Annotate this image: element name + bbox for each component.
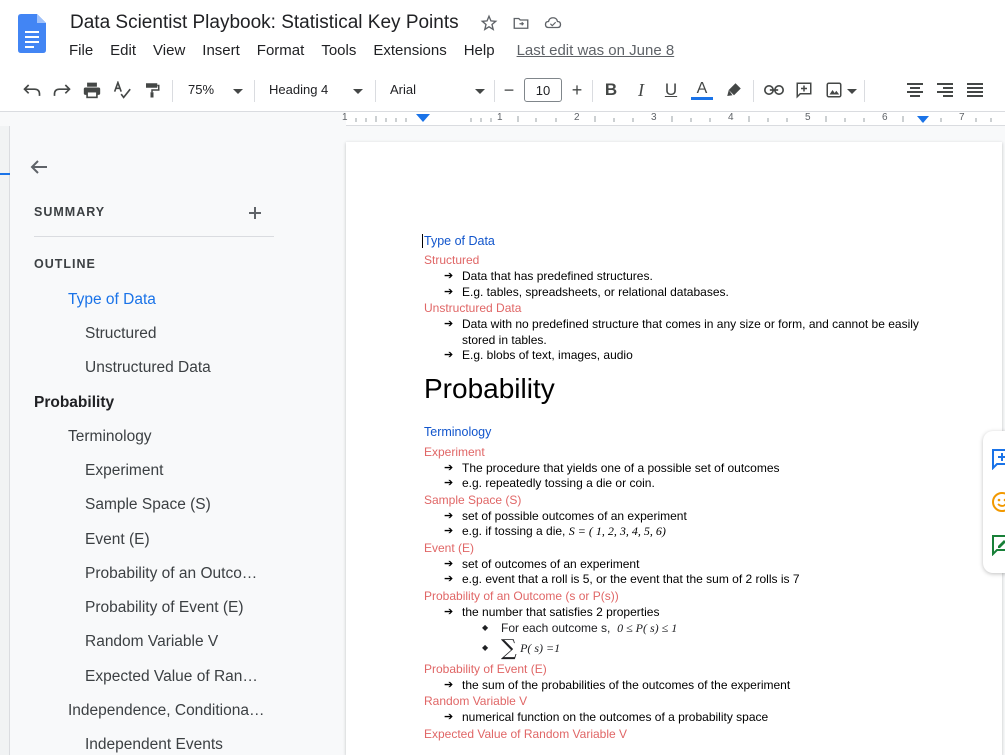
menu-insert[interactable]: Insert [202, 42, 240, 59]
outline-item-structured[interactable]: Structured [85, 325, 157, 342]
menu-view[interactable]: View [153, 42, 186, 59]
heading-sample-space[interactable]: Sample Space (S) [424, 492, 522, 507]
list-item[interactable]: ➔ numerical function on the outcomes of a probability space [424, 710, 924, 726]
sample-space-equation: S = ( 1, 2, 3, 4, 5, 6) [568, 524, 666, 538]
list-item[interactable]: ➔ set of possible outcomes of an experiment [424, 509, 924, 525]
increase-font-size-button[interactable]: + [571, 79, 583, 100]
undo-icon[interactable] [20, 78, 44, 102]
menu-tools[interactable]: Tools [321, 42, 357, 59]
document-body[interactable] [424, 234, 924, 743]
outline-item-terminology[interactable]: Terminology [68, 428, 152, 445]
document-page[interactable] [346, 142, 1002, 755]
underline-icon[interactable]: U [664, 80, 678, 99]
ruler-number: 5 [805, 112, 811, 123]
outline-item-sample-space[interactable]: Sample Space (S) [85, 496, 211, 513]
outline-item-independent-events[interactable]: Independent Events [85, 736, 223, 753]
ruler-number: 6 [882, 112, 888, 123]
back-arrow-icon[interactable] [29, 157, 49, 183]
heading-probability-of-event[interactable]: Probability of Event (E) [424, 661, 547, 676]
emoji-reaction-icon[interactable] [991, 491, 1005, 513]
decrease-font-size-button[interactable]: − [503, 79, 515, 100]
font-size-input[interactable]: 10 [524, 78, 562, 102]
outline-item-event[interactable]: Event (E) [85, 531, 150, 548]
add-comment-icon[interactable] [991, 448, 1005, 470]
star-icon[interactable] [478, 12, 500, 34]
ruler-number: 1 [497, 112, 503, 123]
align-center-icon[interactable] [903, 78, 927, 102]
divider [34, 236, 274, 237]
highlight-icon[interactable] [722, 78, 746, 102]
outline-item-probability-of-outcome[interactable]: Probability of an Outco… [85, 565, 258, 582]
probability-sum-equation: P( s) =1 [520, 641, 561, 655]
list-item[interactable] [424, 524, 924, 540]
outline-item-unstructured-data[interactable]: Unstructured Data [85, 359, 211, 376]
list-item[interactable]: ➔ Data with no predefined structure that comes in any size or form, and cannot be easily stored in tables. [424, 317, 924, 348]
probability-bound-equation: 0 ≤ P( s) ≤ 1 [617, 621, 678, 635]
insert-image-icon[interactable] [822, 78, 846, 102]
menu-edit[interactable]: Edit [110, 42, 137, 59]
zoom-select[interactable]: 75% [188, 82, 215, 97]
outline-item-expected-value[interactable]: Expected Value of Ran… [85, 668, 258, 685]
list-item-text: For each outcome s, [501, 621, 611, 635]
heading-expected-value[interactable]: Expected Value of Random Variable V [424, 726, 628, 741]
outline-item-probability-of-event[interactable]: Probability of Event (E) [85, 599, 244, 616]
ruler-number: 1 [342, 112, 348, 123]
sub-list-item[interactable] [424, 636, 924, 661]
italic-icon[interactable]: I [638, 79, 644, 100]
header [0, 0, 1005, 68]
vertical-ruler[interactable] [0, 126, 10, 755]
menu-file[interactable]: File [69, 42, 94, 59]
suggest-edits-icon[interactable] [991, 534, 1005, 556]
outline-item-experiment[interactable]: Experiment [85, 462, 164, 479]
sigma-symbol: ∑ [501, 635, 517, 661]
outline-item-independence[interactable]: Independence, Conditiona… [68, 702, 265, 719]
insert-link-icon[interactable] [762, 78, 786, 102]
paragraph-style-select[interactable]: Heading 4 [269, 82, 329, 97]
outline-item-random-variable[interactable]: Random Variable V [85, 633, 219, 650]
move-to-folder-icon[interactable] [510, 12, 532, 34]
image-dropdown-icon[interactable] [847, 89, 857, 94]
heading-random-variable[interactable]: Random Variable V [424, 694, 528, 709]
heading-experiment[interactable]: Experiment [424, 444, 485, 459]
font-dropdown-icon[interactable] [475, 89, 485, 94]
justify-icon[interactable] [963, 78, 987, 102]
toolbar [0, 68, 1005, 112]
text-color-icon[interactable]: A [690, 78, 714, 102]
ruler-number: 7 [959, 112, 965, 123]
outline-item-type-of-data[interactable]: Type of Data [68, 291, 156, 308]
cloud-saved-icon[interactable] [542, 12, 564, 34]
outline-heading: OUTLINE [34, 257, 96, 271]
redo-icon[interactable] [50, 78, 74, 102]
zoom-dropdown-icon[interactable] [233, 89, 243, 94]
list-item[interactable]: ➔ Data that has predefined structures. [424, 269, 924, 285]
add-summary-icon[interactable] [248, 200, 262, 226]
heading-type-of-data[interactable]: Type of Data [422, 234, 924, 248]
ruler-number: 2 [574, 112, 580, 123]
heading-event[interactable]: Event (E) [424, 540, 475, 555]
indent-marker-left [416, 114, 430, 122]
list-item-text: e.g. if tossing a die, [462, 524, 566, 538]
indent-marker-right [917, 116, 929, 123]
heading-terminology[interactable]: Terminology [424, 424, 492, 439]
menu-bar [69, 42, 674, 59]
heading-unstructured[interactable]: Unstructured Data [424, 301, 522, 315]
list-item[interactable]: ➔ the number that satisfies 2 properties [424, 605, 924, 621]
style-dropdown-icon[interactable] [353, 89, 363, 94]
list-item[interactable]: ➔ the sum of the probabilities of the outcomes of the experiment [424, 678, 924, 694]
list-item[interactable]: ➔ set of outcomes of an experiment [424, 557, 924, 573]
ruler-number: 4 [728, 112, 734, 123]
docs-logo-icon[interactable] [18, 14, 46, 53]
side-actions-panel [983, 431, 1005, 573]
list-item[interactable]: ➔ The procedure that yields one of a possible set of outcomes [424, 461, 924, 477]
heading-probability-of-outcome[interactable]: Probability of an Outcome (s or P(s)) [424, 588, 619, 603]
list-item[interactable]: ➔ e.g. repeatedly tossing a die or coin. [424, 476, 924, 492]
active-outline-marker [0, 173, 10, 175]
menu-extensions[interactable]: Extensions [373, 42, 447, 59]
add-comment-icon[interactable] [792, 78, 816, 102]
print-icon[interactable] [80, 78, 104, 102]
spellcheck-icon[interactable] [110, 78, 134, 102]
list-item[interactable]: ➔ E.g. blobs of text, images, audio [424, 348, 924, 364]
list-item[interactable]: ➔ E.g. tables, spreadsheets, or relational databases. [424, 285, 924, 301]
sub-list-item[interactable] [424, 620, 924, 636]
list-item[interactable]: ➔ e.g. event that a roll is 5, or the event that the sum of 2 rolls is 7 [424, 572, 924, 588]
bold-icon[interactable]: B [604, 80, 618, 99]
document-title[interactable]: Data Scientist Playbook: Statistical Key Points [70, 12, 459, 33]
heading-probability[interactable]: Probability [424, 372, 555, 404]
document-outline-panel [10, 126, 310, 755]
heading-structured[interactable]: Structured [424, 253, 480, 267]
paint-format-icon[interactable] [140, 78, 164, 102]
menu-help[interactable]: Help [463, 42, 495, 59]
ruler-number: 3 [651, 112, 657, 123]
summary-heading: SUMMARY [34, 205, 106, 219]
align-right-icon[interactable] [933, 78, 957, 102]
last-edit-link[interactable]: Last edit was on June 8 [516, 42, 675, 59]
font-select[interactable]: Arial [390, 82, 417, 97]
outline-item-probability[interactable]: Probability [34, 394, 115, 411]
menu-format[interactable]: Format [256, 42, 305, 59]
horizontal-ruler[interactable] [342, 112, 1005, 126]
